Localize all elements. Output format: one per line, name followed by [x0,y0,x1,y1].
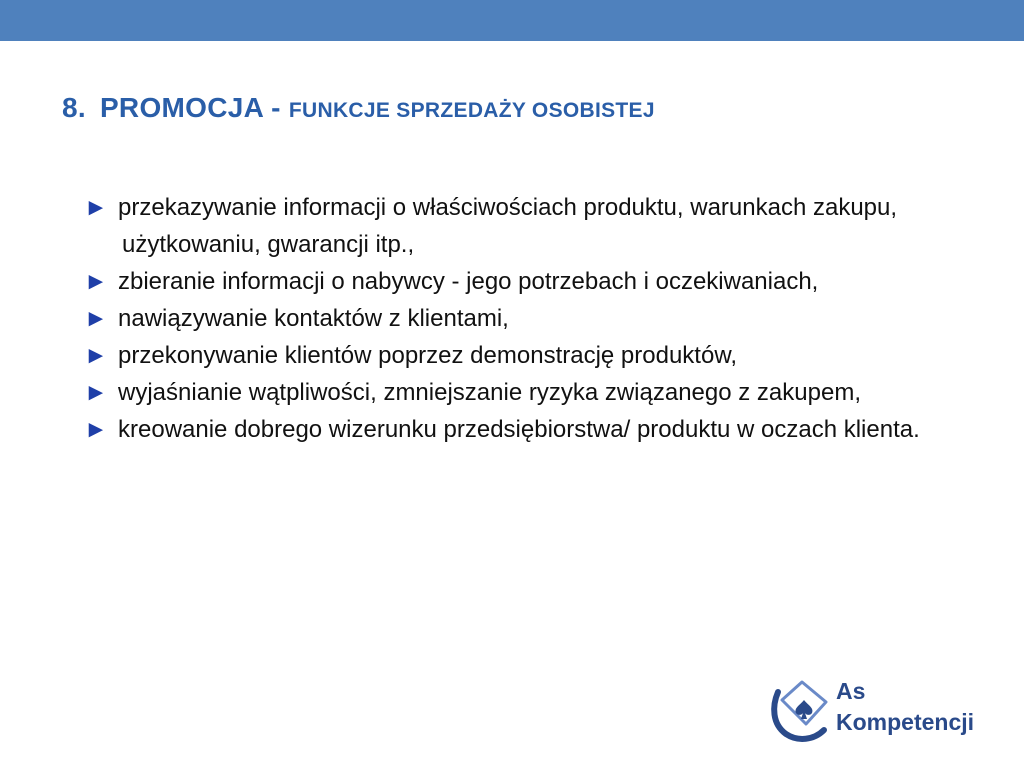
title-main: PROMOCJA - [99,92,289,123]
slide-title [62,90,655,129]
slide-number: 8. [62,92,86,123]
bullet-item [84,374,984,411]
logo-text [836,676,974,738]
as-kompetencji-logo [768,672,998,744]
bullet-text: przekazywanie informacji o właściwościach produktu, warunkach zakupu, użytkowaniu, gwarancji itp., [118,194,898,258]
arrow-icon: ► [84,342,108,369]
title-subtitle: FUNKCJE SPRZEDAŻY OSOBISTEJ [288,99,655,122]
bullet-text: wyjaśnianie wątpliwości, zmniejszanie ryzyka związanego z zakupem, [118,379,861,406]
arrow-icon: ► [84,305,108,332]
bullet-item [84,411,984,448]
bullet-list [84,189,984,448]
bullet-item [84,189,984,263]
arrow-icon: ► [84,416,108,443]
bullet-text: kreowanie dobrego wizerunku przedsiębiorstwa/ produktu w oczach klienta. [118,416,920,443]
bullet-item [84,263,984,300]
logo-line-2: Kompetencji [836,709,975,735]
bullet-text: nawiązywanie kontaktów z klientami, [118,305,509,332]
header-bar [0,0,1024,41]
bullet-text: przekonywanie klientów poprzez demonstrację produktów, [118,342,737,369]
bullet-item [84,300,984,337]
arrow-icon: ► [84,268,108,295]
bullet-item [84,337,984,374]
arrow-icon: ► [84,379,108,406]
logo-line-1: As [836,678,866,704]
arrow-icon: ► [84,194,108,221]
logo-emblem-icon [768,672,832,744]
bullet-text: zbieranie informacji o nabywcy - jego potrzebach i oczekiwaniach, [118,268,819,295]
